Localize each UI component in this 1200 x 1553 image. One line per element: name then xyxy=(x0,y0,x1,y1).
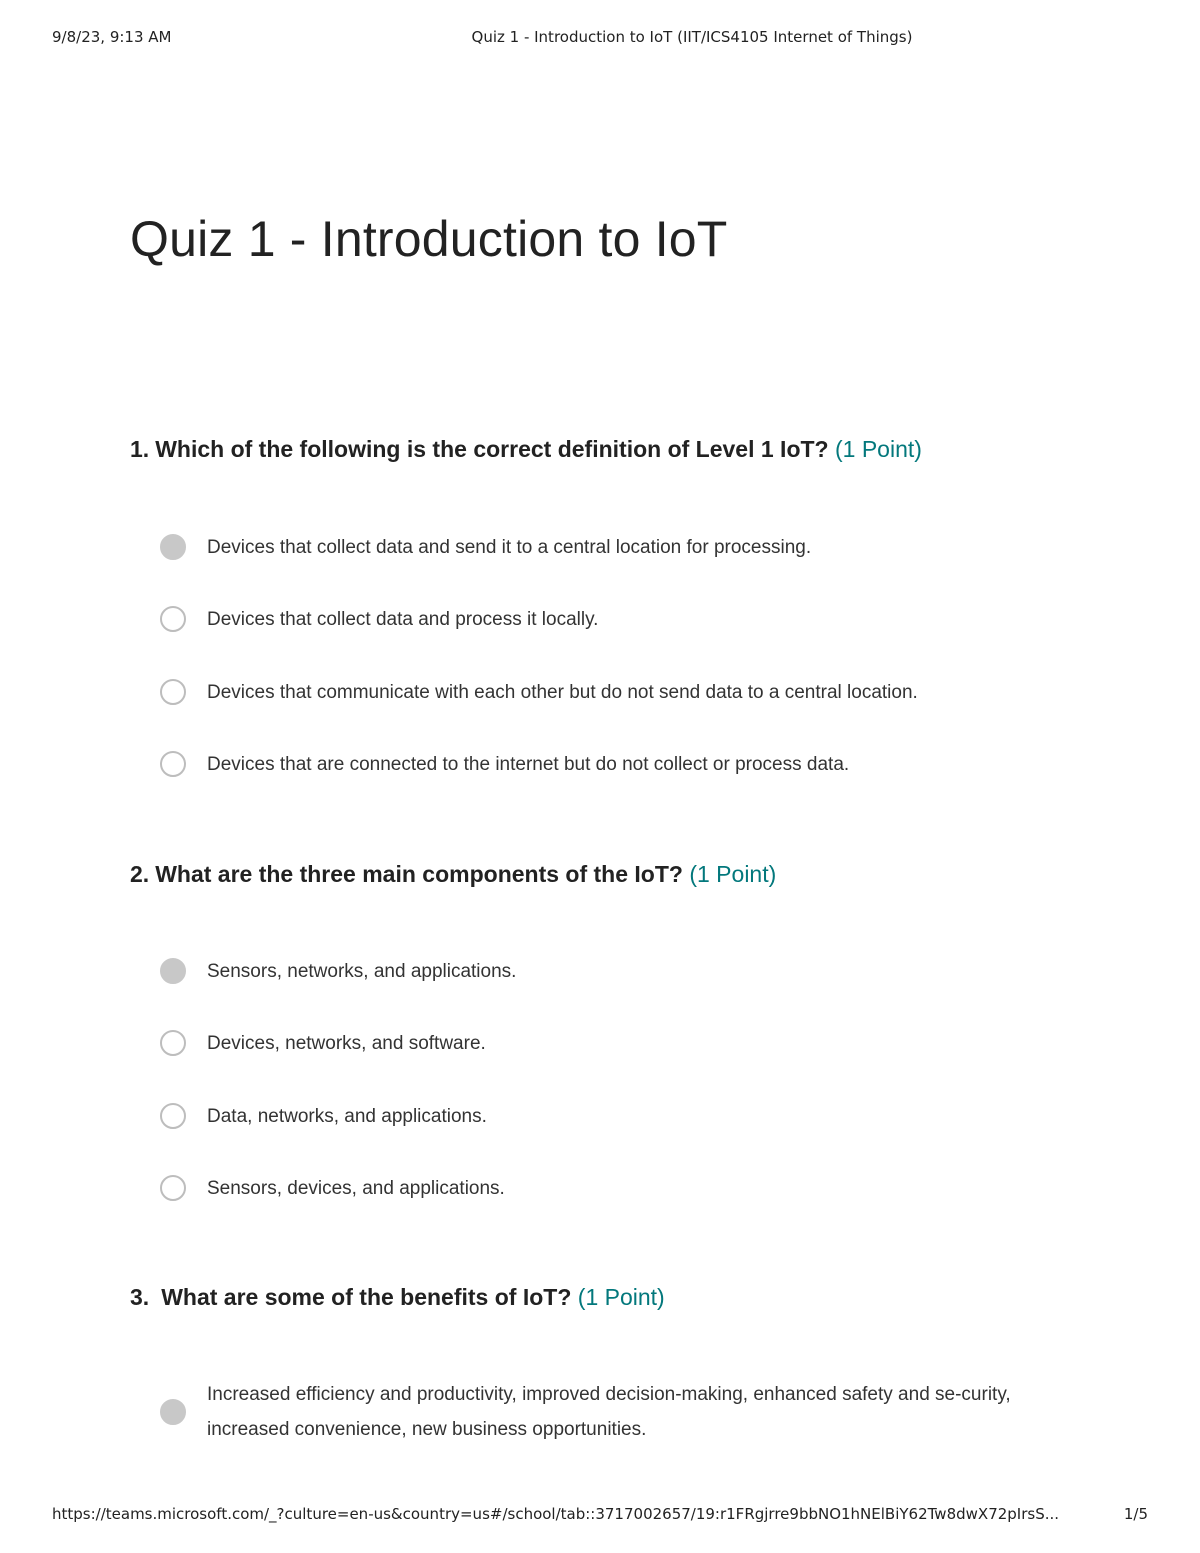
option-label: Devices, networks, and software. xyxy=(207,1033,486,1054)
option-label: Devices that are connected to the internet but do not collect or process data. xyxy=(207,754,850,775)
radio-button[interactable] xyxy=(160,679,186,705)
radio-button-selected[interactable] xyxy=(160,958,186,984)
question-text: What are the three main components of the IoT? xyxy=(155,861,683,887)
answer-option[interactable] xyxy=(160,1171,1060,1211)
radio-button[interactable] xyxy=(160,751,186,777)
answer-option[interactable] xyxy=(160,1026,1060,1066)
question-heading xyxy=(130,1280,1090,1314)
question-text: What are some of the benefits of IoT? xyxy=(161,1284,572,1310)
question-points: (1 Point) xyxy=(834,436,922,462)
question-heading xyxy=(130,857,1090,891)
answer-option[interactable] xyxy=(160,747,1060,787)
option-label: Devices that communicate with each other but do not send data to a central location. xyxy=(207,682,918,703)
radio-button[interactable] xyxy=(160,1103,186,1129)
print-footer xyxy=(0,1505,1200,1527)
option-label: Sensors, networks, and applications. xyxy=(207,961,517,982)
answer-option[interactable] xyxy=(160,1377,1060,1457)
question-3 xyxy=(130,1280,1090,1440)
quiz-title: Quiz 1 - Introduction to IoT xyxy=(130,211,728,267)
answer-option[interactable] xyxy=(160,530,1060,570)
question-points: (1 Point) xyxy=(689,861,777,887)
page-url: https://teams.microsoft.com/_?culture=en-us&country=us#/school/tab::3717002657/19:r1FRgjrre9bbNO1hNElBiY62Tw8dwX72pIrsS... xyxy=(52,1505,1060,1523)
print-header xyxy=(0,28,1200,50)
option-label: Devices that collect data and send it to a central location for processing. xyxy=(207,537,812,558)
option-label: Increased efficiency and productivity, improved decision-making, enhanced safety and se-curity, increased convenience, new business opportunities. xyxy=(207,1384,1011,1440)
radio-button-selected[interactable] xyxy=(160,534,186,560)
radio-button[interactable] xyxy=(160,606,186,632)
question-2 xyxy=(130,857,1090,1199)
question-points: (1 Point) xyxy=(577,1284,665,1310)
print-date: 9/8/23, 9:13 AM xyxy=(52,28,172,46)
print-document-title: Quiz 1 - Introduction to IoT (IIT/ICS4105 Internet of Things) xyxy=(471,28,913,46)
question-number: 2. xyxy=(130,861,150,887)
question-1 xyxy=(130,432,1090,775)
question-heading xyxy=(130,432,1090,466)
radio-button[interactable] xyxy=(160,1030,186,1056)
question-text: Which of the following is the correct definition of Level 1 IoT? xyxy=(155,436,829,462)
answer-option[interactable] xyxy=(160,1099,1060,1139)
answer-option[interactable] xyxy=(160,954,1060,994)
question-number: 1. xyxy=(130,436,150,462)
question-number: 3. xyxy=(130,1284,150,1310)
option-label: Data, networks, and applications. xyxy=(207,1106,487,1127)
radio-button[interactable] xyxy=(160,1175,186,1201)
option-label: Devices that collect data and process it locally. xyxy=(207,609,599,630)
page-number: 1/5 xyxy=(1123,1505,1148,1523)
answer-option[interactable] xyxy=(160,602,1060,642)
option-label: Sensors, devices, and applications. xyxy=(207,1178,505,1199)
answer-option[interactable] xyxy=(160,675,1060,715)
radio-button-selected[interactable] xyxy=(160,1399,186,1425)
